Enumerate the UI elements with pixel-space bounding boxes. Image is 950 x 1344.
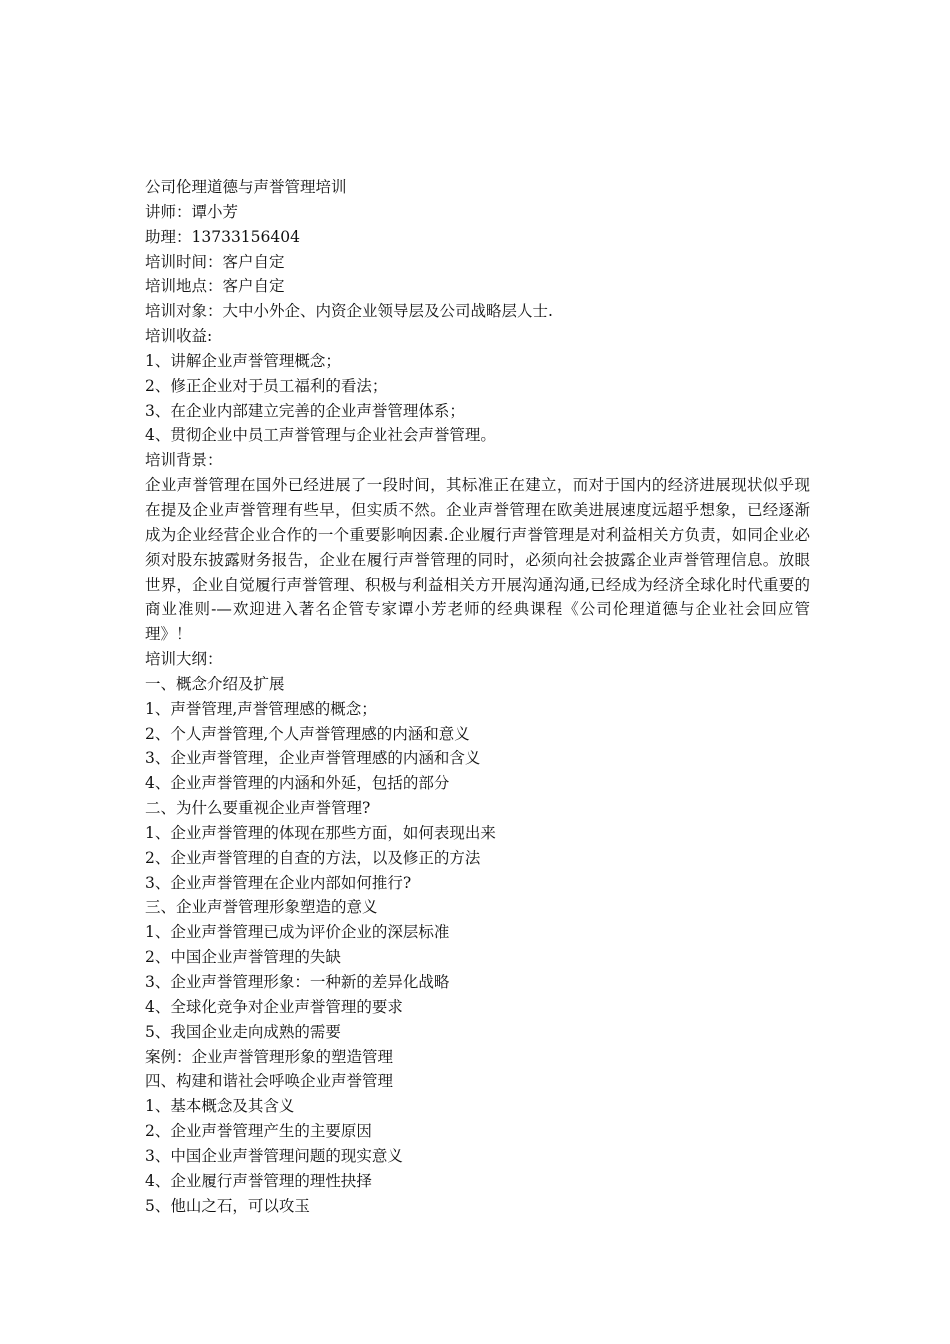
benefit-item: 4、贯彻企业中员工声誉管理与企业社会声誉管理。 (145, 426, 496, 445)
document-title: 公司伦理道德与声誉管理培训 (145, 178, 347, 196)
outline-item: 3、中国企业声誉管理问题的现实意义 (145, 1146, 403, 1165)
outline-heading: 培训大纲： (145, 650, 223, 669)
training-audience-line: 培训对象：大中小外企、内资企业领导层及公司战略层人士. (145, 302, 553, 321)
background-paragraph: 企业声誉管理在国外已经进展了一段时间，其标准正在建立，而对于国内的经济进展现状似乎现在提及企业声誉管理有些早，但实质不然。企业声誉管理在欧美进展速度远超乎想象，已经逐渐成为企业经营企业合作的一个重要影响因素.企业履行声誉管理是对利益相关方负责，如同企业必须对股东披露财务报告，企业在履行声誉管理的同时，必须向社会披露企业声誉管理信息。放眼世界，企业自觉履行声誉管理、积极与利益相关方开展沟通沟通,已经成为经济全球化时代重要的商业准则-—欢迎进入著名企管专家谭小芳老师的经典课程《公司伦理道德与企业社会回应管理》！ (145, 476, 810, 644)
training-time-line: 培训时间：客户自定 (145, 252, 285, 271)
outline-item: 3、企业声誉管理在企业内部如何推行? (145, 873, 412, 892)
outline-item: 2、企业声誉管理的自查的方法，以及修正的方法 (145, 848, 481, 867)
lecturer-line: 讲师：谭小芳 (145, 202, 239, 221)
outline-item: 5、他山之石，可以攻玉 (145, 1196, 310, 1215)
outline-item: 1、基本概念及其含义 (145, 1097, 295, 1116)
training-location-line: 培训地点：客户自定 (145, 277, 285, 296)
outline-item: 4、企业声誉管理的内涵和外延，包括的部分 (145, 774, 450, 793)
training-background-heading: 培训背景： (145, 451, 223, 470)
document-page (145, 175, 810, 1218)
outline-item: 4、全球化竞争对企业声誉管理的要求 (145, 997, 403, 1016)
outline-section-heading: 四、构建和谐社会呼唤企业声誉管理 (145, 1072, 394, 1091)
benefit-item: 1、讲解企业声誉管理概念； (145, 351, 341, 370)
assistant-line: 助理：13733156404 (145, 227, 300, 246)
outline-item: 3、企业声誉管理，企业声誉管理感的内涵和含义 (145, 749, 481, 768)
outline-item: 2、中国企业声誉管理的失缺 (145, 948, 341, 967)
outline-item: 2、个人声誉管理,个人声誉管理感的内涵和意义 (145, 724, 470, 743)
outline-section-heading: 一、概念介绍及扩展 (145, 674, 285, 693)
outline-item: 2、企业声誉管理产生的主要原因 (145, 1122, 372, 1141)
outline-case-line: 案例：企业声誉管理形象的塑造管理 (145, 1047, 394, 1066)
outline-item: 3、企业声誉管理形象：一种新的差异化战略 (145, 973, 450, 991)
benefit-item: 2、修正企业对于员工福利的看法； (145, 376, 388, 395)
outline-item: 4、企业履行声誉管理的理性抉择 (145, 1171, 372, 1190)
outline-item: 1、企业声誉管理已成为评价企业的深层标准 (145, 923, 450, 942)
outline-section-heading: 二、为什么要重视企业声誉管理? (145, 799, 371, 818)
training-benefits-heading: 培训收益: (145, 327, 213, 346)
outline-item: 1、声誉管理,声誉管理感的概念； (145, 699, 377, 718)
outline-section-heading: 三、企业声誉管理形象塑造的意义 (145, 898, 378, 917)
outline-item: 5、我国企业走向成熟的需要 (145, 1022, 341, 1041)
outline-item: 1、企业声誉管理的体现在那些方面，如何表现出来 (145, 823, 496, 842)
benefit-item: 3、在企业内部建立完善的企业声誉管理体系； (145, 401, 465, 420)
